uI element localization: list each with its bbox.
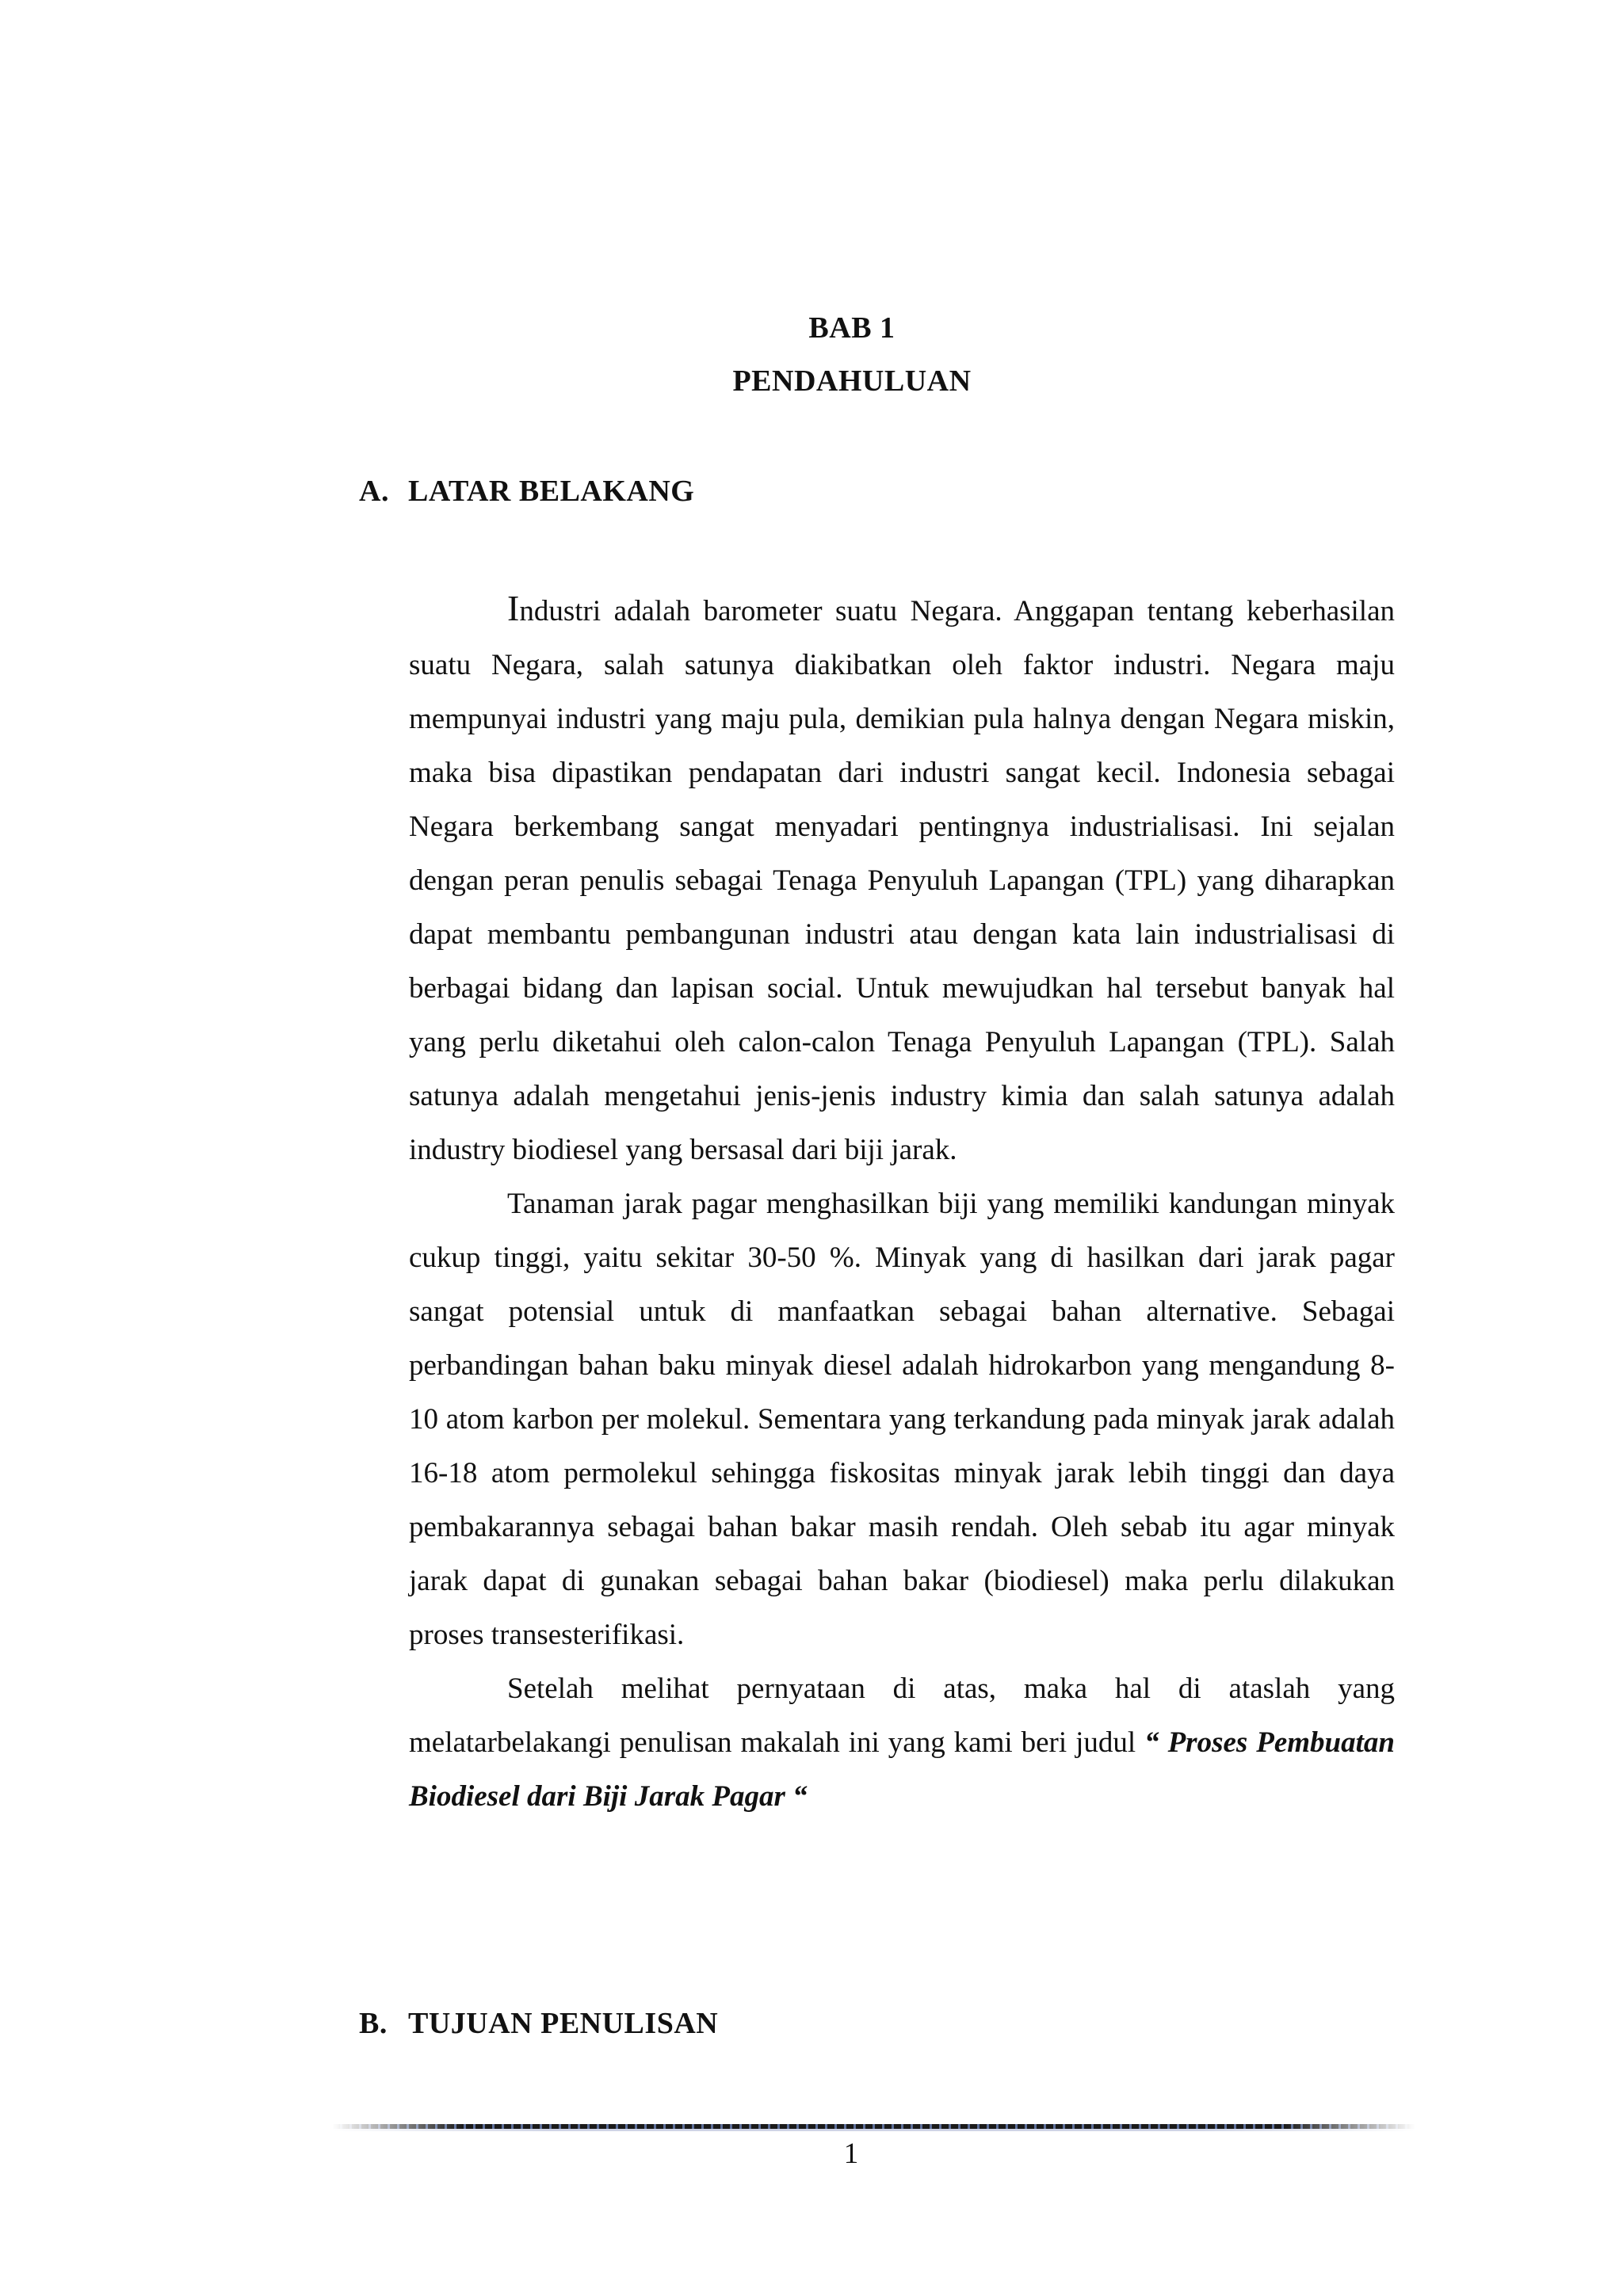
page-number: 1 — [843, 2138, 859, 2170]
paragraph — [409, 582, 1395, 1177]
section-body-latar-belakang — [409, 582, 1395, 1824]
section-heading-tujuan-penulisan — [359, 2008, 718, 2039]
paragraph-text: Setelah melihat pernyataan di atas, maka hal di ataslah yang melatarbelakangi penulisan makalah ini yang kami beri judul — [409, 1672, 1395, 1759]
paragraph-text: ndustri adalah barometer suatu Negara. Anggapan tentang keberhasilan suatu Negara, salah satunya diakibatkan oleh faktor industri. Negara maju mempunyai industri yang maju pula, demikian pula halnya dengan Negara miskin, maka bisa dipastikan pendapatan dari industri sangat kecil. Indonesia sebagai Negara berkembang sangat menyadari pentingnya industrialisasi. Ini sejalan dengan peran penulis sebagai Tenaga Penyuluh Lapangan (TPL) yang diharapkan dapat membantu pembangunan industri atau dengan kata lain industrialisasi di berbagai bidang dan lapisan social. Untuk mewujudkan hal tersebut banyak hal yang perlu diketahui oleh calon-calon Tenaga Penyuluh Lapangan (TPL). Salah satunya adalah mengetahui jenis-jenis industry kimia dan salah satunya adalah industry biodiesel yang bersasal dari biji jarak. — [409, 595, 1395, 1166]
section-title: LATAR BELAKANG — [408, 475, 695, 508]
paragraph — [409, 1662, 1395, 1824]
paragraph-text: Tanaman jarak pagar menghasilkan biji yang memiliki kandungan minyak cukup tinggi, yaitu sekitar 30-50 %. Minyak yang di hasilkan dari jarak pagar sangat potensial untuk di manfaatkan sebagai bahan alternative. Sebagai perbandingan bahan baku minyak diesel adalah hidrokarbon yang mengandung 8-10 atom karbon per molekul. Sementara yang terkandung pada minyak jarak adalah 16-18 atom permolekul sehingga fiskositas minyak jarak lebih tinggi dan daya pembakarannya sebagai bahan bakar masih rendah. Oleh sebab itu agar minyak jarak dapat di gunakan sebagai bahan bakar (biodiesel) maka perlu dilakukan proses transesterifikasi. — [409, 1188, 1395, 1651]
section-letter: B. — [359, 2007, 388, 2040]
paragraph — [409, 1177, 1395, 1662]
section-title: TUJUAN PENULISAN — [408, 2007, 719, 2040]
footer-divider-shadow — [333, 2129, 1415, 2131]
paragraph-initial: I — [507, 588, 520, 628]
section-heading-latar-belakang — [359, 476, 694, 506]
paper-title-emphasis: “ Proses Pembuatan Biodiesel dari Biji Jarak Pagar “ — [409, 1726, 1395, 1813]
section-letter: A. — [359, 475, 389, 508]
chapter-number: BAB 1 — [808, 311, 896, 345]
chapter-title: PENDAHULUAN — [732, 364, 972, 398]
